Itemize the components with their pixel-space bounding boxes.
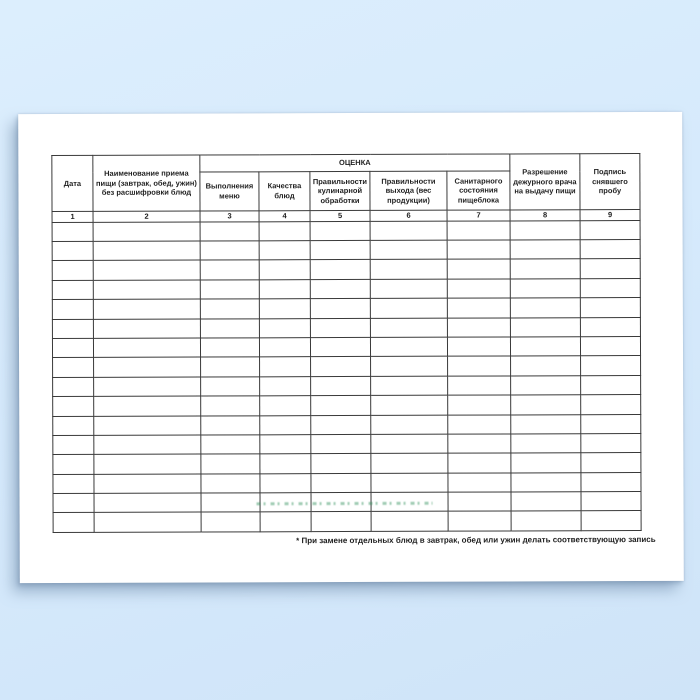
empty-cell [260,435,311,455]
empty-cell [53,358,94,378]
empty-cell [371,473,448,493]
empty-cell [259,221,310,241]
column-number: 3 [200,211,259,222]
empty-cell [200,299,259,319]
empty-cell [94,435,201,455]
empty-cell [201,357,260,377]
empty-cell [94,377,201,397]
empty-cell [310,318,370,338]
empty-cell [53,455,94,475]
table-row [53,375,641,396]
header-cell-grade-group: ОЦЕНКА [200,154,510,172]
empty-cell [52,261,93,281]
empty-cell [310,240,370,260]
empty-cell [580,298,640,318]
empty-cell [260,454,311,474]
empty-cell [581,433,641,453]
empty-cell [52,319,93,339]
header-cell-dish-quality: Качества блюд [259,172,310,211]
table-row [53,472,641,493]
table-row [53,453,641,474]
empty-cell [448,473,511,493]
empty-cell [201,493,260,513]
column-number: 7 [447,210,510,221]
header-cell-permission: Разрешение дежурного врача на выдачу пищи [510,154,580,210]
empty-cell [311,376,371,396]
empty-cell [370,337,447,357]
empty-cell [310,337,370,357]
empty-cell [371,434,448,454]
empty-cell [260,473,311,493]
empty-cell [53,493,94,513]
empty-cell [448,356,511,376]
empty-cell [93,241,200,261]
empty-cell [94,474,201,494]
column-number: 6 [370,210,447,221]
empty-cell [311,415,371,435]
header-cell-cooking-correctness: Правильности кулинарной обработки [310,171,370,210]
empty-cell [370,298,447,318]
empty-cell [200,280,259,300]
empty-cell [580,317,640,337]
empty-cell [93,280,200,300]
empty-cell [260,376,311,396]
empty-cell [311,357,371,377]
empty-cell [260,512,311,532]
table-row [53,356,641,377]
empty-cell [511,356,581,376]
empty-cell [310,221,370,241]
empty-cell [511,511,581,531]
table-row [53,414,641,435]
empty-cell [259,260,310,280]
table-row [52,317,640,338]
empty-cell [200,221,259,241]
empty-cell [94,454,201,474]
empty-cell [510,240,580,260]
empty-cell [370,240,447,260]
empty-cell [447,259,510,279]
empty-cell [581,453,641,473]
paper-sheet [18,112,684,583]
empty-cell [511,434,581,454]
empty-cell [260,357,311,377]
empty-cell [200,338,259,358]
empty-cell [581,472,641,492]
empty-cell [53,377,94,397]
empty-cell [448,492,511,512]
empty-cell [93,338,200,358]
column-number: 9 [580,209,640,220]
empty-cell [94,416,201,436]
table-row [52,336,640,357]
empty-cell [259,299,310,319]
empty-cell [52,280,93,300]
empty-cell [580,336,640,356]
empty-cell [581,414,641,434]
empty-cell [94,512,201,532]
empty-cell [53,435,94,455]
empty-cell [581,511,641,531]
table-row [53,511,641,532]
empty-cell [201,415,260,435]
empty-cell [53,474,94,494]
empty-cell [447,279,510,299]
table-row [52,298,640,319]
empty-cell [94,493,201,513]
empty-cell [93,222,200,242]
table-row [53,433,641,454]
empty-cell [580,259,640,279]
empty-cell [511,375,581,395]
empty-cell [510,220,580,240]
empty-cell [93,319,200,339]
table-row [52,278,640,299]
empty-cell [511,395,581,415]
table-row [53,395,641,416]
empty-cell [448,453,511,473]
empty-cell [511,414,581,434]
empty-cell [200,318,259,338]
empty-cell [52,300,93,320]
empty-cell [310,279,370,299]
empty-cell [510,259,580,279]
empty-cell [511,472,581,492]
empty-cell [201,377,260,397]
table-row [52,239,640,260]
empty-cell [448,395,511,415]
empty-cell [52,338,93,358]
empty-cell [581,375,641,395]
empty-cell [447,221,510,241]
empty-cell [580,278,640,298]
column-number: 4 [259,211,310,222]
empty-cell [201,512,260,532]
empty-cell [511,453,581,473]
empty-cell [510,278,580,298]
table-row [52,220,640,241]
empty-cell [371,415,448,435]
empty-cell [201,435,260,455]
empty-cell [260,396,311,416]
empty-cell [259,241,310,261]
empty-cell [201,396,260,416]
empty-cell [370,279,447,299]
empty-cell [370,221,447,241]
table-row [52,259,640,280]
empty-cell [260,415,311,435]
empty-cell [311,434,371,454]
empty-cell [94,396,201,416]
empty-cell [581,492,641,512]
header-cell-meal: Наименование приема пищи (завтрак, обед, ужин) без расшифровки блюд [93,155,200,211]
empty-cell [310,299,370,319]
empty-cell [311,473,371,493]
empty-cell [259,279,310,299]
empty-cell [371,395,448,415]
empty-cell [52,241,93,261]
empty-cell [447,337,510,357]
empty-cell [447,317,510,337]
empty-cell [580,220,640,240]
empty-cell [52,222,93,242]
empty-cell [447,240,510,260]
empty-cell [511,492,581,512]
empty-cell [200,260,259,280]
empty-cell [53,397,94,417]
food-quality-journal-table [51,153,641,533]
empty-cell [580,239,640,259]
empty-cell [311,454,371,474]
empty-cell [53,513,94,533]
column-number: 2 [93,211,200,222]
empty-cell [201,454,260,474]
empty-cell [581,356,641,376]
empty-cell [94,357,201,377]
header-cell-signature: Подпись снявшего пробу [580,153,640,209]
header-cell-menu-fulfillment: Выполнения меню [200,172,259,211]
table-body [52,220,641,532]
empty-cell [201,473,260,493]
empty-cell [259,338,310,358]
empty-cell [310,260,370,280]
empty-cell [370,318,447,338]
empty-cell [371,376,448,396]
column-number: 5 [310,210,370,221]
green-watermark [257,502,433,506]
empty-cell [510,317,580,337]
empty-cell [53,416,94,436]
empty-cell [370,260,447,280]
empty-cell [510,298,580,318]
column-number: 1 [52,211,93,222]
empty-cell [93,260,200,280]
empty-cell [311,396,371,416]
header-cell-sanitary-state: Санитарного состояния пищеблока [447,171,510,210]
empty-cell [447,298,510,318]
column-number: 8 [510,210,580,221]
footnote: * При замене отдельных блюд в завтрак, обед или ужин делать соответствующую запись [296,534,656,546]
header-cell-date: Дата [52,155,93,211]
empty-cell [311,512,371,532]
empty-cell [371,356,448,376]
header-row-group [52,153,640,172]
empty-cell [371,512,448,532]
empty-cell [371,453,448,473]
header-cell-output-correctness: Правильности выхода (вес продукции) [370,171,447,210]
empty-cell [93,299,200,319]
empty-cell [259,318,310,338]
empty-cell [448,434,511,454]
empty-cell [448,376,511,396]
empty-cell [510,337,580,357]
empty-cell [200,241,259,261]
empty-cell [448,414,511,434]
empty-cell [448,511,511,531]
empty-cell [581,395,641,415]
